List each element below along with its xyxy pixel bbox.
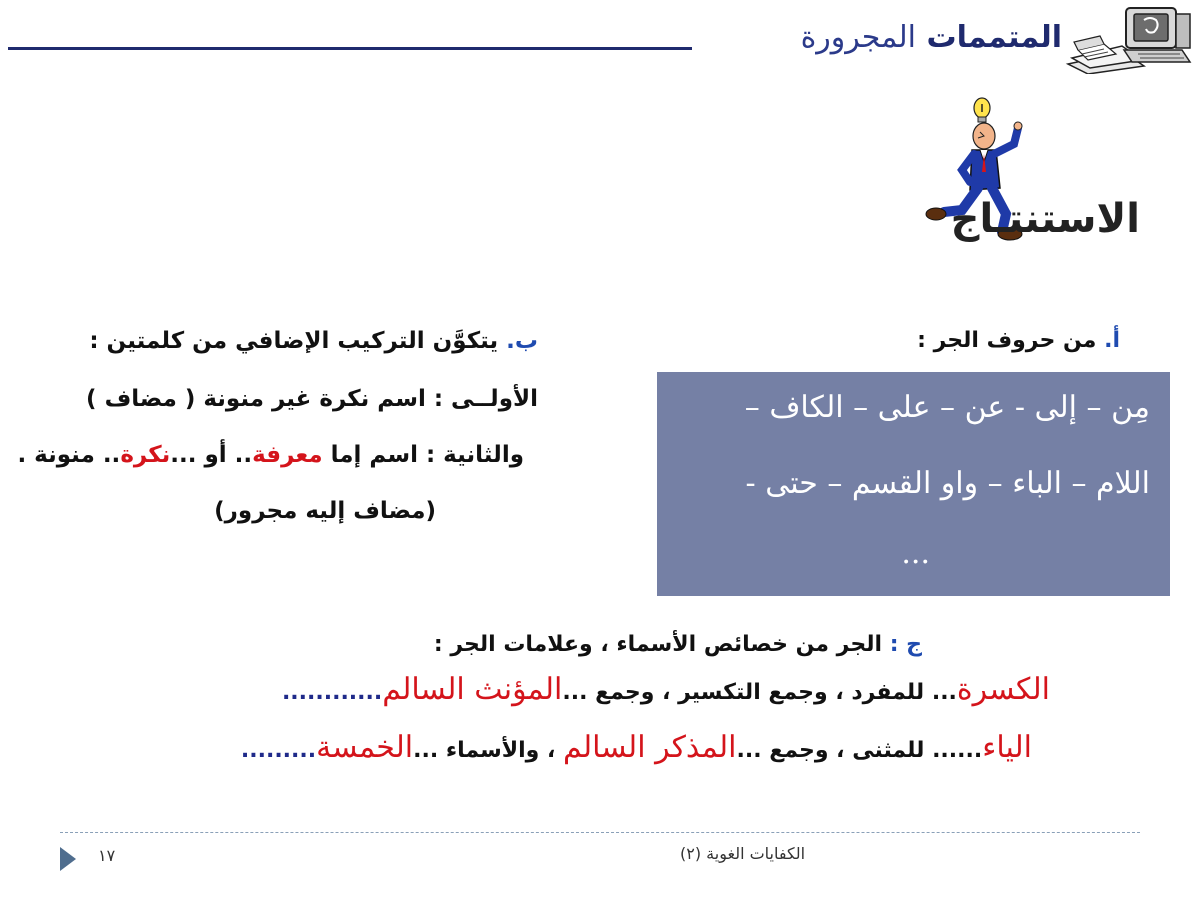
- triangle-arrow-icon[interactable]: [60, 847, 76, 871]
- section-c-heading-text: الجر من خصائص الأسماء ، وعلامات الجر :: [433, 632, 883, 657]
- prepositions-line-2: اللام – الباء – واو القسم – حتى -: [745, 466, 1150, 501]
- header-rule: [8, 47, 692, 50]
- section-b-line-3-end: .. منونة .: [17, 442, 121, 468]
- section-a-heading-text: من حروف الجر :: [917, 328, 1097, 353]
- section-b-line-3-start: والثانية : اسم إما: [322, 442, 524, 468]
- page-title: [801, 20, 1062, 55]
- section-b-line-2: الأولــى : اسم نكرة غير منونة ( مضاف ): [86, 386, 538, 412]
- section-c-heading: [434, 632, 922, 657]
- footer-rule: [60, 832, 1140, 833]
- section-b-line-3-mid: .. أو ...: [170, 442, 253, 468]
- section-c-letter: ج :: [889, 632, 922, 657]
- section-c-line-1-dots: ............: [281, 680, 383, 705]
- prepositions-box: [657, 372, 1170, 596]
- prepositions-line-1: مِن – إلى - عن – على – الكاف –: [744, 390, 1150, 425]
- section-b-red-word-2: نكرة: [120, 442, 171, 468]
- section-c-hand-fem-plural: المؤنث السالم: [382, 672, 563, 707]
- page-number: ١٧: [98, 846, 116, 865]
- section-b-line-4: (مضاف إليه مجرور): [214, 498, 436, 524]
- section-b-line-1-text: يتكوَّن التركيب الإضافي من كلمتين :: [89, 328, 499, 354]
- computer-books-icon: [1064, 4, 1196, 74]
- section-b-line-3: [17, 442, 524, 468]
- section-c-line-2: [241, 730, 1032, 765]
- section-c-hand-kasra: الكسرة: [956, 672, 1050, 707]
- section-b-line-1: [89, 328, 538, 354]
- conclusion-title: الاستنتـاج: [950, 196, 1140, 242]
- section-a-heading: [917, 328, 1120, 353]
- section-c-line-2-text-2: ، والأسماء ...: [413, 738, 564, 763]
- section-c-hand-five-nouns: الخمسة: [316, 730, 414, 765]
- section-b-letter: ب.: [506, 328, 538, 354]
- section-c-line-2-dots: .........: [240, 738, 317, 763]
- section-c-line-1-text: ... للمفرد ، وجمع التكسير ، وجمع ...: [562, 680, 957, 705]
- section-b-red-word-1: معرفة: [252, 442, 323, 468]
- page-title-part1: المتممات: [926, 20, 1062, 55]
- section-a-letter: أ.: [1104, 328, 1120, 353]
- section-c-hand-masc-plural: المذكر السالم: [563, 730, 737, 765]
- footer-title: الكفايات الغوية (٢): [680, 844, 806, 863]
- page-title-part2: المجرورة: [800, 20, 916, 55]
- prepositions-line-3: ...: [901, 536, 930, 571]
- section-c-line-2-text-1: ...... للمثنى ، وجمع ...: [736, 738, 983, 763]
- section-c-line-1: [282, 672, 1050, 707]
- section-c-hand-yaa: الياء: [982, 730, 1032, 765]
